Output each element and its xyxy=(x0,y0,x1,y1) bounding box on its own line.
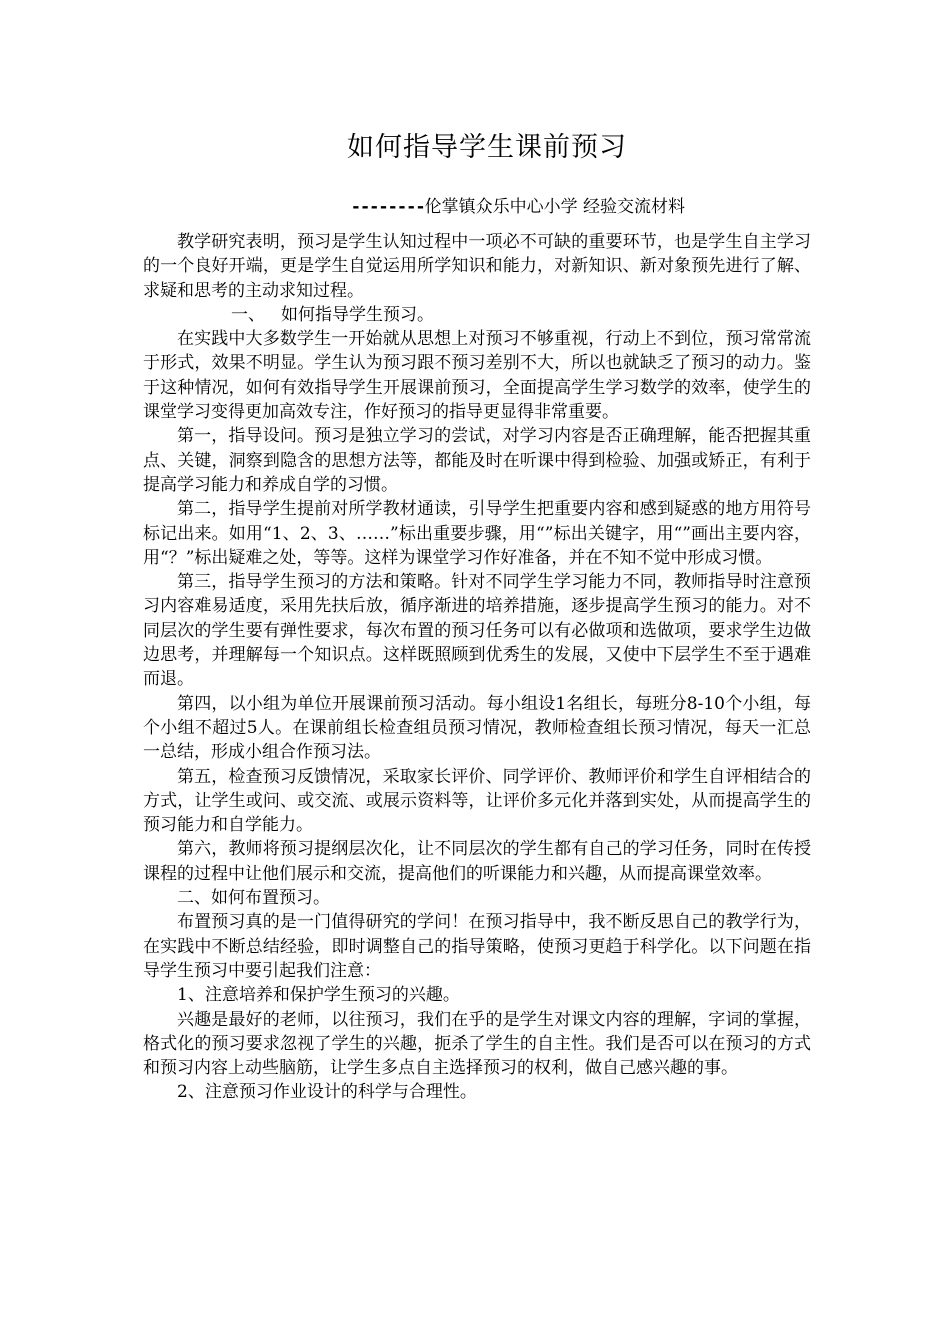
section-1-number: 一、 xyxy=(231,304,265,325)
document-page xyxy=(143,128,811,1105)
paragraph-9: 兴趣是最好的老师，以往预习，我们在乎的是学生对课文内容的理解，字词的掌握，格式化的预习要求忽视了学生的兴趣，扼杀了学生的自主性。我们是否可以在预习的方式和预习内容上动些脑筋，让学生多点自主选择预习的权利，做自己感兴趣的事。 xyxy=(143,1009,811,1079)
list-item-2: 2、注意预习作业设计的科学与合理性。 xyxy=(177,1082,477,1103)
section-1-title: 如何指导学生预习。 xyxy=(281,304,434,325)
intro-paragraph: 教学研究表明，预习是学生认知过程中一项必不可缺的重要环节，也是学生自主学习的一个良好开端，更是学生自觉运用所学知识和能力，对新知识、新对象预先进行了解、求疑和思考的主动求知过程。 xyxy=(143,232,811,301)
subtitle-dashes: -------- xyxy=(350,197,425,217)
subtitle-text: 伦掌镇众乐中心小学 经验交流材料 xyxy=(424,197,685,217)
paragraph-4: 第三，指导学生预习的方法和策略。针对不同学生学习能力不同，教师指导时注意预习内容难易适度，采用先扶后放，循序渐进的培养措施，逐步提高学生预习的能力。对不同层次的学生要有弹性要求，每次布置的预习任务可以有必做项和选做项，要求学生边做边思考，并理解每一个知识点。这样既照顾到优秀生的发展，又使中下层学生不至于遇难而退。 xyxy=(143,572,811,690)
paragraph-2: 第一，指导设问。预习是独立学习的尝试，对学习内容是否正确理解，能否把握其重点、关键，洞察到隐含的思想方法等，都能及时在听课中得到检验、加强或矫正，有利于提高学习能力和养成自学的习惯。 xyxy=(143,426,811,495)
paragraph-8: 布置预习真的是一门值得研究的学问！在预习指导中，我不断反思自己的教学行为，在实践中不断总结经验，即时调整自己的指导策略，使预习更趋于科学化。以下问题在指导学生预习中要引起我们注意： xyxy=(143,912,811,981)
paragraph-1: 在实践中大多数学生一开始就从思想上对预习不够重视，行动上不到位，预习常常流于形式，效果不明显。学生认为预习跟不预习差别不大，所以也就缺乏了预习的动力。鉴于这种情况，如何有效指导学生开展课前预习，全面提高学生学习数学的效率，使学生的课堂学习变得更加高效专注，作好预习的指导更显得非常重要。 xyxy=(143,329,811,423)
document-title: 如何指导学生课前预习 xyxy=(347,132,627,163)
paragraph-3: 第二，指导学生提前对所学教材通读，引导学生把重要内容和感到疑惑的地方用符号标记出来。如用“1、2、3、……”标出重要步骤，用“”标出关键字，用“”画出主要内容，用“？”标出疑难之处，等等。这样为课堂学习作好准备，并在不知不觉中形成习惯。 xyxy=(143,499,811,568)
section-2-heading: 二、如何布置预习。 xyxy=(177,888,330,909)
paragraph-7: 第六，教师将预习提纲层次化，让不同层次的学生都有自己的学习任务，同时在传授课程的过程中让他们展示和交流，提高他们的听课能力和兴趣，从而提高课堂效率。 xyxy=(143,839,811,884)
list-item-1: 1、注意培养和保护学生预习的兴趣。 xyxy=(177,985,460,1006)
paragraph-6: 第五，检查预习反馈情况，采取家长评价、同学评价、教师评价和学生自评相结合的方式，让学生或问、或交流、或展示资料等，让评价多元化并落到实处，从而提高学生的预习能力和自学能力。 xyxy=(143,766,811,836)
paragraph-5: 第四，以小组为单位开展课前预习活动。每小组设1名组长，每班分8-10个小组，每个小组不超过5人。在课前组长检查组员预习情况，教师检查组长预习情况，每天一汇总一总结，形成小组合作预习法。 xyxy=(143,693,811,763)
document-subtitle xyxy=(143,194,811,220)
section-1-heading xyxy=(143,303,811,327)
